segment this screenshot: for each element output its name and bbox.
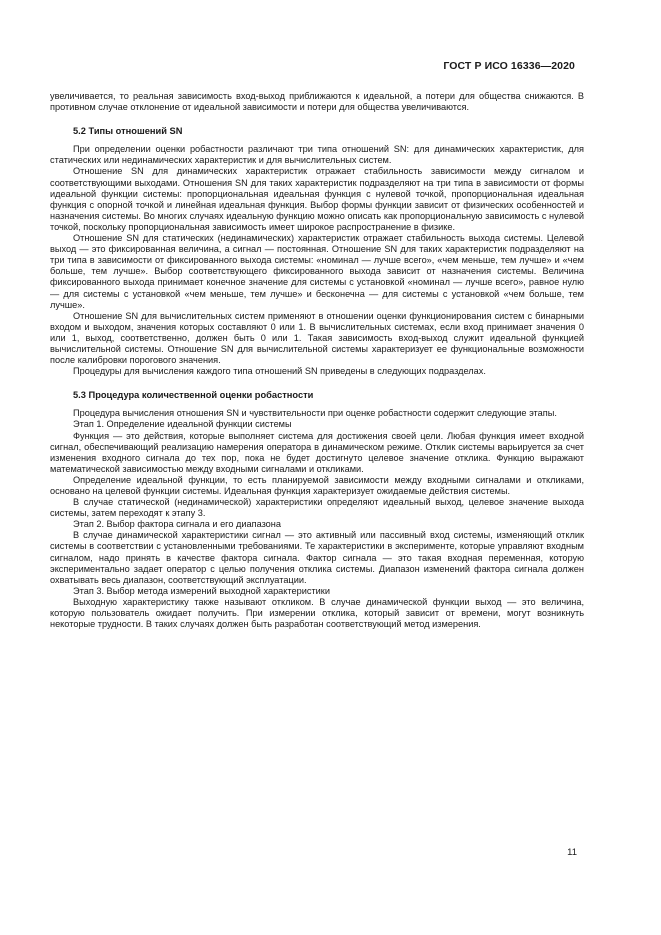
stage-3-title: Этап 3. Выбор метода измерений выходной характеристики (73, 585, 330, 596)
section-5-3-heading: 5.3 Процедура количественной оценки робастности (73, 390, 314, 401)
section-5-3-paragraph: Функция — это действия, которые выполняет система для достижения своей цели. Любая функция имеет входной сигнал, обеспечивающий реализацию намерения оператора в динамическом режиме. Отклик системы варьируется за счет изменения входного сигнала до тех пор, пока не будет достигнуто целевое значение отклика. Функцию выражают математической зависимостью между входными сигналами и откликами. (50, 430, 584, 474)
section-5-2-paragraph: Отношение SN для статических (нединамических) характеристик отражает стабильность выхода системы. Целевой выход — это фиксированная величина, а сигнал — постоянная. Отношение SN для таких характеристик подразделяют на три типа в зависимости от фиксированного выхода системы: «номинал — лучше всего», «чем меньше, тем лучше» и «чем больше, тем лучше». Выбор соответствующего фиксированного выхода зависит от назначения системы. Величина фиксированного выхода принимает конечное значение для системы с установкой «номинал — лучше всего», равное нулю — для системы с установкой «чем меньше, тем лучше» и бесконечна — для системы с установкой «чем больше, тем лучше». (50, 233, 584, 310)
section-5-2-paragraph: Отношение SN для вычислительных систем применяют в отношении оценки функционирования систем с бинарными входом и выходом, значения которых составляют 0 или 1. В вычислительных системах, если вход принимает значения 0 или 1, выход, соответственно, должен быть 0 или 1. Такая зависимость вход-выход служит идеальной функцией вычислительной системы. Отношение SN для вычислительной системы характеризует ее функциональные возможности после калибровки порогового значения. (50, 310, 584, 366)
section-5-3-paragraph: Определение идеальной функции, то есть планируемой зависимости между входными сигналами и откликами, основано на целевой функции системы. Идеальная функция характеризует ожидаемые действия системы. (50, 474, 584, 496)
section-5-2-paragraph: Процедуры для вычисления каждого типа отношений SN приведены в следующих подразделах. (73, 366, 486, 377)
stage-1-title: Этап 1. Определение идеальной функции системы (73, 419, 292, 430)
section-5-2-paragraph: При определении оценки робастности различают три типа отношений SN: для динамических характеристик, для статических или нединамических характеристик и для вычислительных систем. (50, 144, 584, 166)
section-5-3-paragraph: Процедура вычисления отношения SN и чувствительности при оценке робастности содержит следующие этапы. (73, 408, 557, 419)
intro-paragraph: увеличивается, то реальная зависимость вход-выход приближаются к идеальной, а потери для общества снижаются. В противном случае отклонение от идеальной зависимости и потери для общества увеличиваются. (50, 91, 584, 113)
section-5-3-paragraph: В случае статической (нединамической) характеристики определяют идеальный выход, целевое значение выхода системы, затем переходят к этапу 3. (50, 497, 584, 519)
document-header: ГОСТ Р ИСО 16336—2020 (443, 60, 575, 72)
section-5-3-paragraph: В случае динамической характеристики сигнал — это активный или пассивный вход системы, изменяющий отклик системы в соответствии с установленными требованиями. Те характеристики в эксперименте, которые управляют входным сигналом, надо принять в качестве фактора сигнала. Фактор сигнала — это такая входная переменная, которую экспериментально задает оператор с целью получения отклика системы. Диапазон изменений фактора сигнала должен охватывать весь диапазон, соответствующий эксплуатации. (50, 530, 584, 585)
section-5-2-heading: 5.2 Типы отношений SN (73, 126, 183, 137)
page-number: 11 (567, 847, 577, 858)
stage-2-title: Этап 2. Выбор фактора сигнала и его диапазона (73, 519, 281, 530)
section-5-2-paragraph: Отношение SN для динамических характеристик отражает стабильность зависимости между сигналом и соответствующими выходами. Отношения SN для таких характеристик подразделяют на три типа в зависимости от формы идеальной функции системы: пропорциональная идеальная функция с нулевой точкой, пропорциональная идеальная функция с опорной точкой и линейная идеальная функция. Выбор формы функции зависит от физических особенностей и назначения системы. Во многих случаях идеальную функцию можно описать как пропорциональную зависимость с нулевой точкой, поскольку пропорциональная зависимость имеет широкое распространение в физике. (50, 166, 584, 232)
page-content (50, 91, 584, 630)
section-5-3-paragraph: Выходную характеристику также называют откликом. В случае динамической функции выход — это величина, которую пользователь ожидает получить. При измерении отклика, который зависит от времени, могут возникнуть некоторые трудности. В таких случаях должен быть разработан соответствующий метод измерения. (50, 596, 584, 630)
